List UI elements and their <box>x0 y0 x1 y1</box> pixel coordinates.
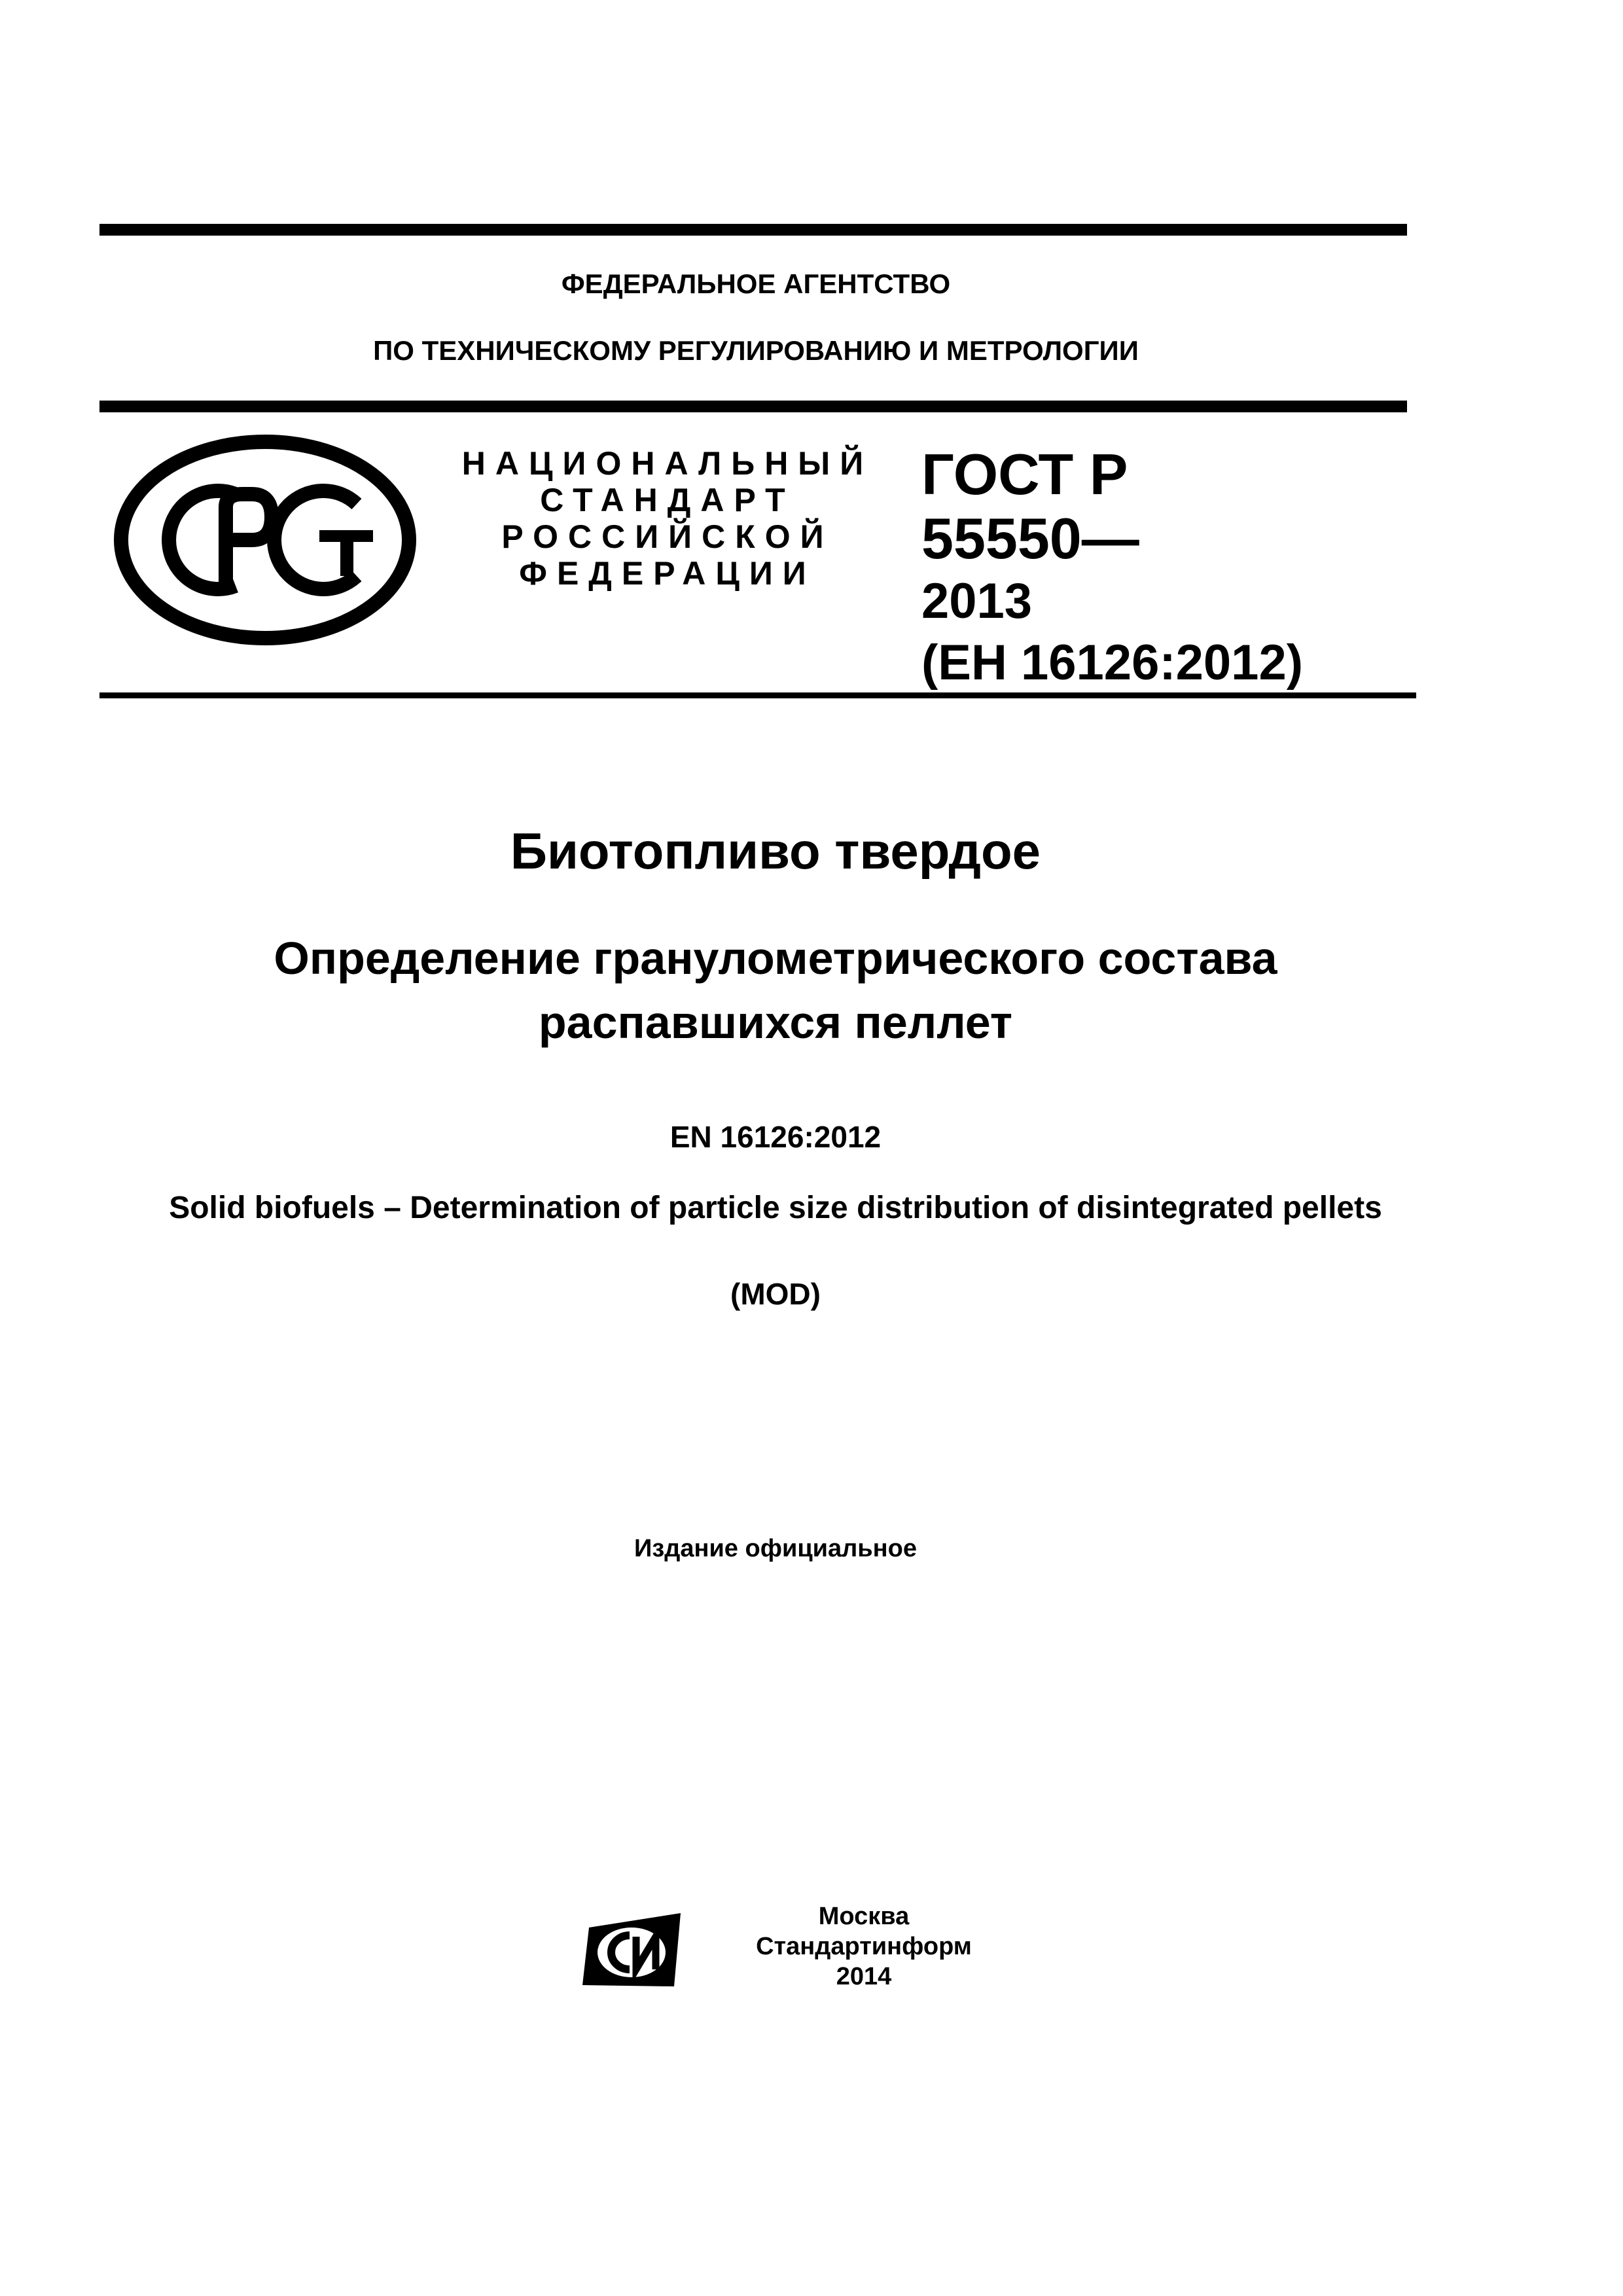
designation-line: ГОСТ Р <box>921 442 1128 507</box>
publisher-logo <box>576 1908 687 1993</box>
publisher-city: Москва <box>818 1903 910 1930</box>
en-standard-title: Solid biofuels – Determination of particle size distribution of disintegrated pellets <box>169 1191 1382 1225</box>
national-line: ФЕДЕРАЦИИ <box>519 555 816 592</box>
gost-r-logo <box>111 432 419 648</box>
publisher-block <box>726 1901 1001 1992</box>
agency-bottom-rule <box>99 401 1407 412</box>
national-line: НАЦИОНАЛЬНЫЙ <box>461 445 874 482</box>
national-line: РОССИЙСКОЙ <box>501 518 834 555</box>
designation-line: 55550— <box>921 506 1139 571</box>
publisher-name: Стандартинформ <box>756 1933 972 1960</box>
agency-name-line-1: ФЕДЕРАЛЬНОЕ АГЕНТСТВО <box>561 268 951 299</box>
edition-label: Издание официальное <box>634 1535 917 1562</box>
en-standard-number: EN 16126:2012 <box>669 1120 882 1154</box>
national-line: СТАНДАРТ <box>540 482 795 518</box>
agency-name-line-2: ПО ТЕХНИЧЕСКОМУ РЕГУЛИРОВАНИЮ И МЕТРОЛОГИИ <box>373 335 1139 366</box>
designation-line: 2013 <box>921 573 1033 629</box>
document-subtitle <box>0 926 1551 1054</box>
standard-bottom-rule <box>99 692 1416 698</box>
national-standard-label <box>458 445 877 592</box>
publication-year: 2014 <box>836 1963 892 1990</box>
document-title: Биотопливо твердое <box>510 822 1041 880</box>
gost-logo-letters: РСТ <box>111 432 113 433</box>
top-rule <box>99 224 1407 236</box>
modification-label: (MOD) <box>730 1277 821 1311</box>
publisher-logo-letters: СИ <box>576 1908 577 1909</box>
subtitle-line: распавшихся пеллет <box>538 997 1013 1048</box>
designation-line: (ЕН 16126:2012) <box>921 635 1304 691</box>
standard-designation <box>921 442 1303 694</box>
subtitle-line: Определение гранулометрического состава <box>274 933 1277 984</box>
